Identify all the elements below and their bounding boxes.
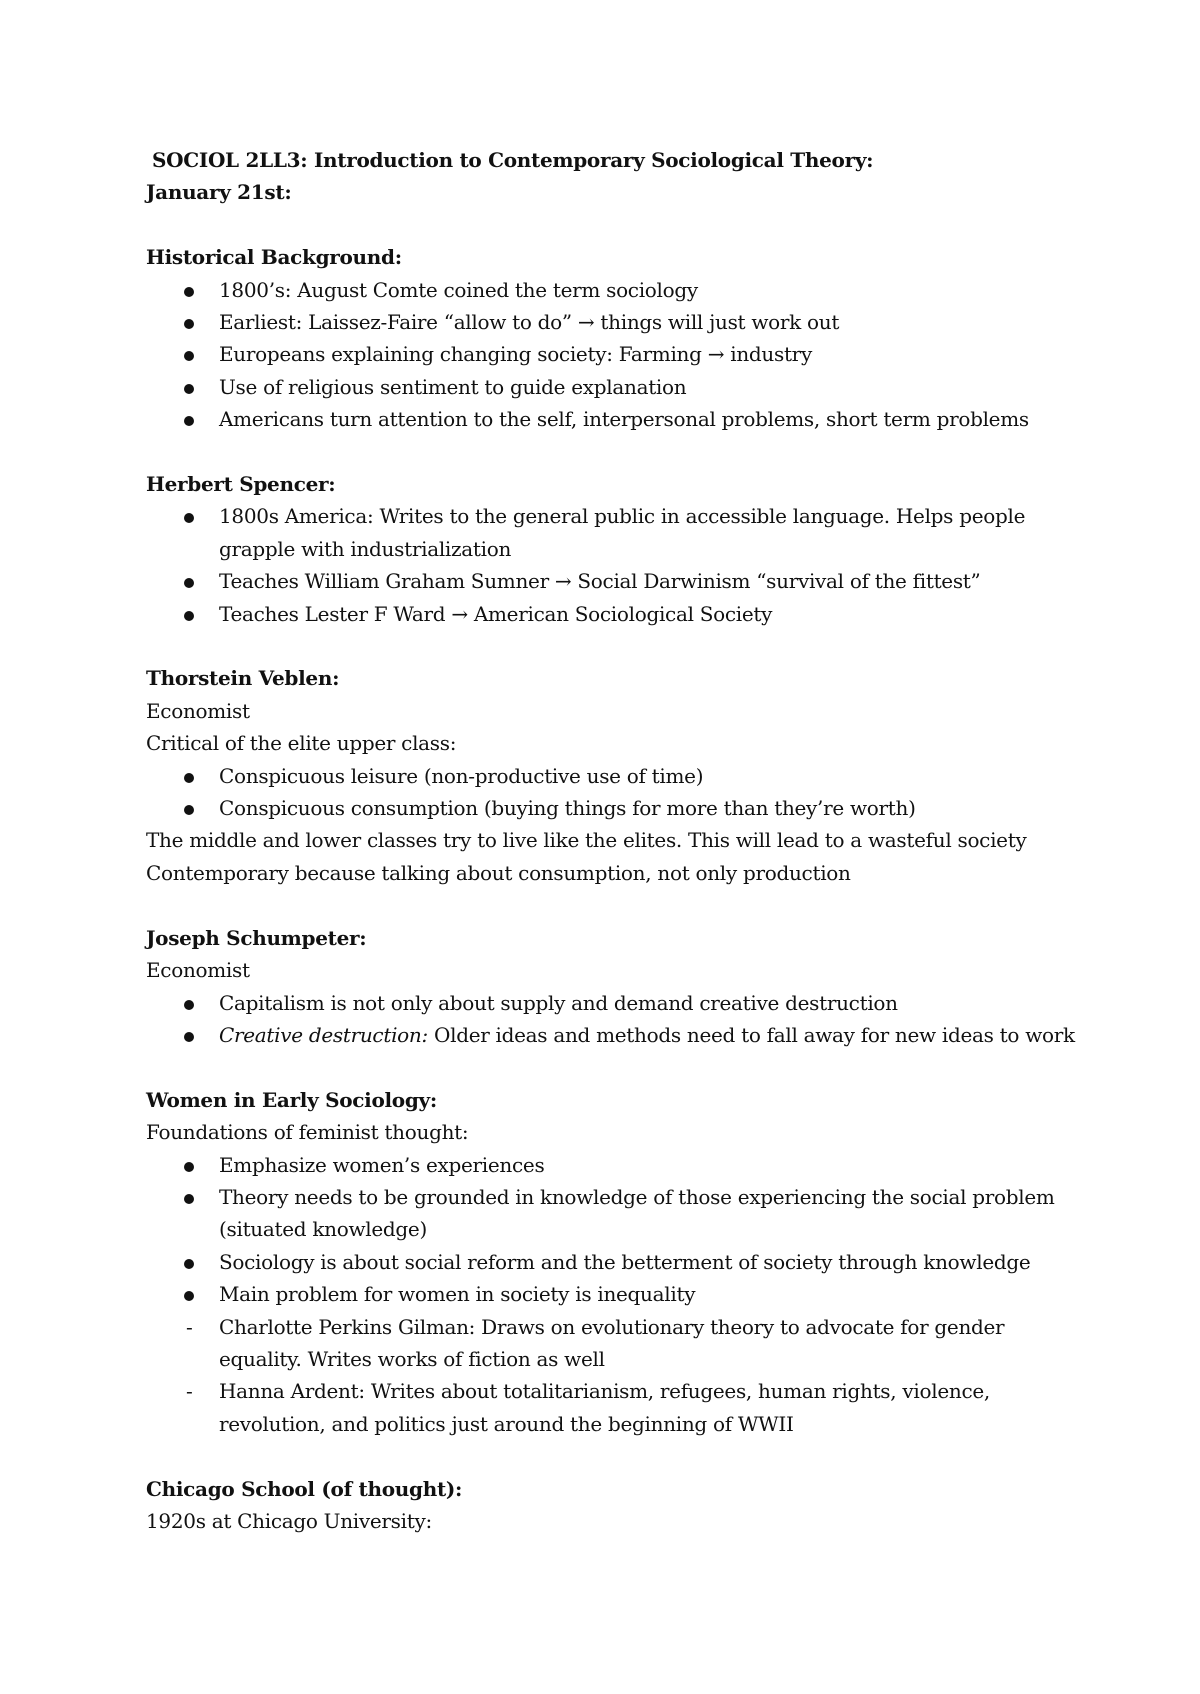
bullet-icon — [184, 1162, 194, 1172]
bullet-icon — [184, 1032, 194, 1042]
list-item: Use of religious sentiment to guide explanation — [146, 371, 1076, 403]
section-heading-chicago: Chicago School (of thought): — [146, 1476, 463, 1501]
section-heading-schumpeter: Joseph Schumpeter: — [146, 925, 367, 950]
spacer — [146, 1051, 1076, 1083]
bullet-icon — [184, 351, 194, 361]
section-heading-spencer: Herbert Spencer: — [146, 472, 336, 497]
section-heading-veblen: Thorstein Veblen: — [146, 666, 340, 691]
list-item: 1800’s: August Comte coined the term sociology — [146, 274, 1076, 306]
paragraph: The middle and lower classes try to live like the elites. This will lead to a wasteful society — [146, 828, 1027, 853]
lecture-date: January 21st: — [146, 180, 292, 205]
list-item: Emphasize women’s experiences — [146, 1149, 1076, 1181]
bullet-icon — [184, 319, 194, 329]
list-item: Earliest: Laissez-Faire “allow to do” → things will just work out — [146, 306, 1076, 338]
spacer — [146, 436, 1076, 468]
list-item: Theory needs to be grounded in knowledge of those experiencing the social problem (situated knowledge) — [146, 1181, 1076, 1246]
dash-marker: - — [186, 1379, 193, 1404]
bullet-icon — [184, 1291, 194, 1301]
spacer — [146, 889, 1076, 921]
paragraph: Economist — [146, 698, 250, 723]
bullet-icon — [184, 611, 194, 621]
section-heading-women: Women in Early Sociology: — [146, 1087, 437, 1112]
bullet-icon — [184, 805, 194, 815]
bullet-icon — [184, 287, 194, 297]
bullet-icon — [184, 578, 194, 588]
bullet-icon — [184, 773, 194, 783]
list-item: Capitalism is not only about supply and demand creative destruction — [146, 987, 1076, 1019]
bullet-icon — [184, 416, 194, 426]
list-item: Americans turn attention to the self, interpersonal problems, short term problems — [146, 403, 1076, 435]
bullet-icon — [184, 513, 194, 523]
paragraph: Critical of the elite upper class: — [146, 731, 457, 756]
list-item: Conspicuous leisure (non-productive use of time) — [146, 760, 1076, 792]
women-bullet-list — [146, 1149, 1076, 1311]
list-item: Creative destruction: Older ideas and methods need to fall away for new ideas to work — [146, 1019, 1076, 1051]
list-item: Teaches Lester F Ward → American Sociological Society — [146, 598, 1076, 630]
paragraph: Economist — [146, 958, 250, 983]
document-page — [146, 144, 1076, 1537]
section-heading-historical: Historical Background: — [146, 245, 402, 270]
bullet-icon — [184, 1259, 194, 1269]
dash-marker: - — [186, 1314, 193, 1339]
list-item: Sociology is about social reform and the betterment of society through knowledge — [146, 1246, 1076, 1278]
list-item: Conspicuous consumption (buying things for more than they’re worth) — [146, 792, 1076, 824]
veblen-bullet-list — [146, 760, 1076, 825]
spencer-bullet-list — [146, 500, 1076, 630]
paragraph: Foundations of feminist thought: — [146, 1120, 469, 1145]
list-item: Europeans explaining changing society: Farming → industry — [146, 338, 1076, 370]
list-item: Teaches William Graham Sumner → Social Darwinism “survival of the fittest” — [146, 565, 1076, 597]
term-italic: Creative destruction: — [219, 1022, 428, 1047]
list-item: Main problem for women in society is inequality — [146, 1278, 1076, 1310]
spacer — [146, 630, 1076, 662]
bullet-icon — [184, 1000, 194, 1010]
spacer — [146, 209, 1076, 241]
list-item: 1800s America: Writes to the general public in accessible language. Helps people grapple with industrialization — [146, 500, 1076, 565]
course-title: SOCIOL 2LL3: Introduction to Contemporary Sociological Theory: — [152, 148, 874, 172]
schumpeter-bullet-list — [146, 987, 1076, 1052]
list-item: - Charlotte Perkins Gilman: Draws on evolutionary theory to advocate for gender equality. Writes works of fiction as well — [146, 1311, 1076, 1376]
bullet-icon — [184, 384, 194, 394]
spacer — [146, 1440, 1076, 1472]
paragraph: 1920s at Chicago University: — [146, 1508, 432, 1533]
list-item: - Hanna Ardent: Writes about totalitarianism, refugees, human rights, violence, revolution, and politics just around the beginning of WWII — [146, 1375, 1076, 1440]
historical-bullet-list — [146, 274, 1076, 436]
bullet-icon — [184, 1194, 194, 1204]
paragraph: Contemporary because talking about consumption, not only production — [146, 860, 851, 885]
women-dash-list — [146, 1311, 1076, 1441]
